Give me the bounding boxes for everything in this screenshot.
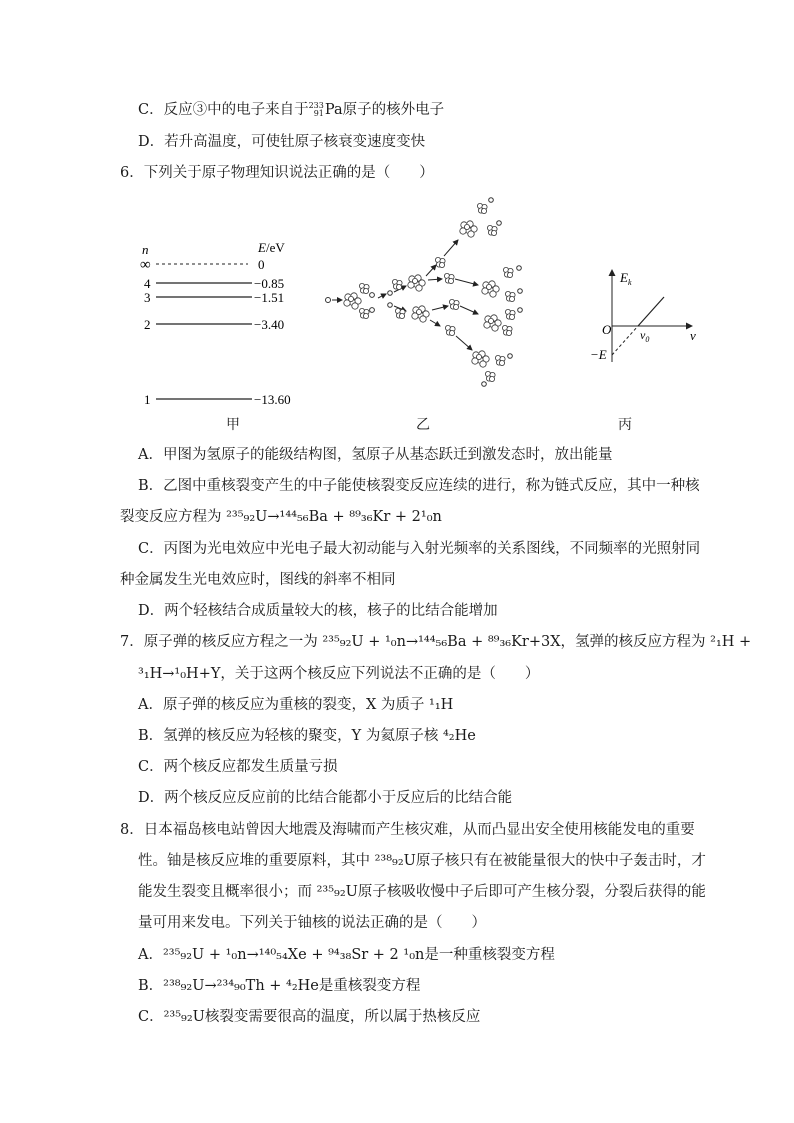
- q7-stem-line1: 7．原子弹的核反应方程之一为 ²³⁵₉₂U + ¹₀n→¹⁴⁴₅₆Ba + ⁸⁹₃₆Kr+3X，氢弹的核反应方程为 ²₁H +: [120, 634, 752, 650]
- q7-option-c: C．两个核反应都发生质量亏损: [138, 759, 338, 775]
- q5-option-c-text: C．反应③中的电子来自于: [138, 102, 309, 118]
- energy-level-diagram: [136, 238, 316, 413]
- q6-option-c-line2: 种金属发生光电效应时，图线的斜率不相同: [120, 572, 396, 588]
- level-n-2: 2: [144, 317, 151, 332]
- extrapolated-line: [612, 326, 638, 355]
- origin-label: O: [602, 322, 612, 337]
- q7-stem-line2: ³₁H→¹₀H+Y，关于这两个核反应下列说法不正确的是（ ）: [138, 666, 540, 682]
- neutron-in: [326, 298, 331, 303]
- q7-option-a: A．原子弹的核反应为重核的裂变，X 为质子 ¹₁H: [138, 697, 454, 713]
- level-e-3: −1.51: [254, 290, 285, 305]
- q6-stem: 6．下列关于原子物理知识说法正确的是（ ）: [120, 165, 434, 181]
- fig3-caption: 丙: [618, 417, 632, 433]
- q8-option-a: A．²³⁵₉₂U + ¹₀n→¹⁴⁰₅₄Xe + ⁹⁴₃₈Sr + 2 ¹₀n是一种重核裂变方程: [138, 947, 555, 963]
- neg-e-label: −E: [590, 347, 607, 362]
- level-e-2: −3.40: [254, 317, 285, 332]
- photoelectric-graph: [586, 262, 706, 372]
- q5-option-d: D．若升高温度，可使钍原子核衰变速度变快: [138, 134, 426, 150]
- q6-option-b-line2: 裂变反应方程为 ²³⁵₉₂U→¹⁴⁴₅₆Ba + ⁸⁹₃₆Kr + 2¹₀n: [120, 509, 442, 525]
- ek-label: $E_k$: [620, 270, 632, 287]
- q6-option-d: D．两个轻核结合成质量较大的核，核子的比结合能增加: [138, 603, 498, 619]
- q8-stem-line2: 性。铀是核反应堆的重要原料，其中 ²³⁸₉₂U原子核只有在被能量很大的快中子轰击时，才: [138, 853, 706, 869]
- q8-option-c: C．²³⁵₉₂U核裂变需要很高的温度，所以属于热核反应: [138, 1009, 481, 1025]
- q7-option-d: D．两个核反应反应前的比结合能都小于反应后的比结合能: [138, 790, 513, 806]
- level-n-1: 1: [144, 392, 151, 407]
- mass-number: 233: [308, 101, 324, 110]
- level-n-4: 4: [144, 276, 151, 291]
- e-label: E/eV: [258, 240, 285, 255]
- q6-option-a: A．甲图为氢原子的能级结构图，氢原子从基态跃迁到激发态时，放出能量: [138, 447, 613, 463]
- level-n-inf: ∞: [140, 257, 151, 273]
- n-label: n: [142, 242, 149, 257]
- q5-option-c-tail: 原子的核外电子: [342, 102, 445, 118]
- nu-label: ν: [690, 328, 696, 343]
- level-e-inf: 0: [258, 257, 265, 272]
- q5-option-c: [138, 100, 444, 120]
- element-symbol: Pa: [324, 102, 343, 118]
- q8-stem-line3: 能发生裂变且概率很小；而 ²³⁵₉₂U原子核吸收慢中子后即可产生核分裂，分裂后获得的能: [138, 884, 706, 900]
- q7-option-b: B．氢弹的核反应为轻核的聚变，Y 为氦原子核 ⁴₂He: [138, 728, 476, 744]
- ek-line: [638, 297, 664, 326]
- level-n-3: 3: [144, 290, 151, 305]
- q6-option-c-line1: C．丙图为光电效应中光电子最大初动能与入射光频率的关系图线，不同频率的光照射同: [138, 541, 701, 557]
- uranium-nucleus: [344, 293, 361, 309]
- pa-nuclide: [309, 100, 343, 120]
- q8-option-b: B．²³⁸₉₂U→²³⁴₉₀Th + ⁴₂He是重核裂变方程: [138, 978, 421, 994]
- chain-reaction-diagram: [322, 192, 534, 392]
- level-e-1: −13.60: [254, 392, 291, 407]
- atomic-number: 91: [313, 109, 324, 118]
- q6-option-b-line1: B．乙图中重核裂变产生的中子能使核裂变反应连续的进行，称为链式反应，其中一种核: [138, 478, 700, 494]
- q8-stem-line4: 量可用来发电。下列关于铀核的说法正确的是（ ）: [138, 915, 486, 931]
- q8-stem-line1: 8．日本福岛核电站曾因大地震及海啸而产生核灾难，从而凸显出安全使用核能发电的重要: [120, 822, 695, 838]
- fig2-caption: 乙: [416, 417, 430, 433]
- fig1-caption: 甲: [226, 417, 240, 433]
- nu0-label: $\nu_0$: [640, 328, 650, 344]
- level-e-4: −0.85: [254, 276, 285, 291]
